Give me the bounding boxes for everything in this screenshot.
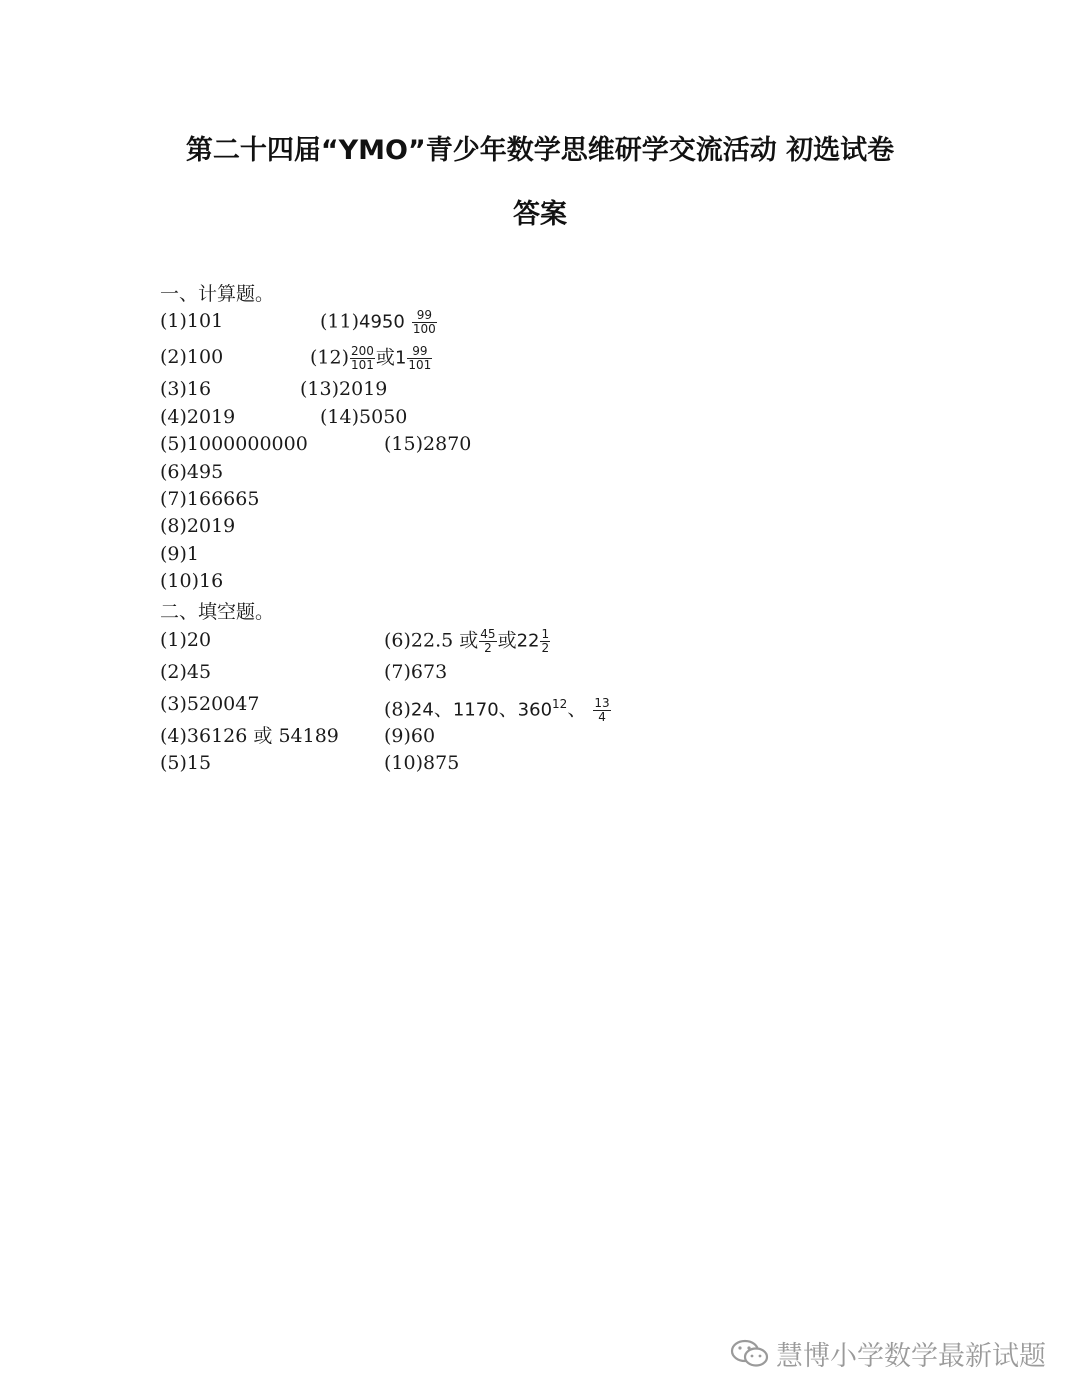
fraction: $\frac{1}{2}$ (541, 627, 550, 655)
answer-fill-1: (1)20 (160, 629, 212, 651)
fraction: $\frac{99}{101}$ (408, 344, 432, 372)
fraction: $\frac{99}{100}$ (412, 308, 436, 336)
fraction: $\frac{13}{4}$ (594, 695, 610, 724)
answer-calc-2: (2)100 (160, 346, 224, 368)
answer-calc-15: (15)2870 (384, 433, 472, 455)
answer-calc-13: (13)2019 (300, 378, 388, 400)
answer-fill-7: (7)673 (384, 661, 448, 683)
answer-calc-3: (3)16 (160, 378, 212, 400)
page-title: 第二十四届“YMO”青少年数学思维研学交流活动 初选试卷 (185, 135, 895, 166)
answer-fill-10: (10)875 (384, 752, 460, 774)
answer-calc-4: (4)2019 (160, 406, 236, 428)
answer-fill-8: (8)24、1170、$360^{12}$、 $\frac{13}{4}$ (384, 695, 610, 724)
answer-calc-11: (11)4950 $\frac{99}{100}$ (320, 308, 436, 336)
answer-calc-5: (5)1000000000 (160, 433, 308, 455)
answer-calc-8: (8)2019 (160, 515, 236, 537)
answer-calc-10: (10)16 (160, 570, 224, 592)
wechat-icon (730, 1338, 770, 1370)
answer-calc-7: (7)166665 (160, 488, 260, 510)
answer-calc-14: (14)5050 (320, 406, 408, 428)
answer-fill-6: (6)22.5 或 $\frac{45}{2}$ 或22 $\frac{1}{2}$ (384, 627, 550, 655)
section-heading-fill: 二、填空题。 (160, 601, 275, 623)
answer-fill-2: (2)45 (160, 661, 212, 683)
answer-fill-3: (3)520047 (160, 693, 260, 715)
answer-fill-9: (9)60 (384, 725, 436, 747)
page-subtitle: 答案 (513, 199, 567, 230)
section-heading-calc: 一、计算题。 (160, 283, 275, 305)
fraction: $\frac{200}{101}$ (351, 344, 374, 372)
watermark: 慧博小学数学最新试题 (730, 1334, 1046, 1373)
answer-calc-9: (9)1 (160, 543, 200, 565)
answer-calc-6: (6)495 (160, 461, 224, 483)
answer-fill-4: (4)36126 或 54189 (160, 725, 339, 747)
answer-fill-5: (5)15 (160, 752, 212, 774)
answer-calc-1: (1)101 (160, 310, 224, 332)
fraction: $\frac{45}{2}$ (480, 627, 496, 655)
answer-calc-12: (12) $\frac{200}{101}$ 或1 $\frac{99}{101}$ (310, 344, 432, 372)
